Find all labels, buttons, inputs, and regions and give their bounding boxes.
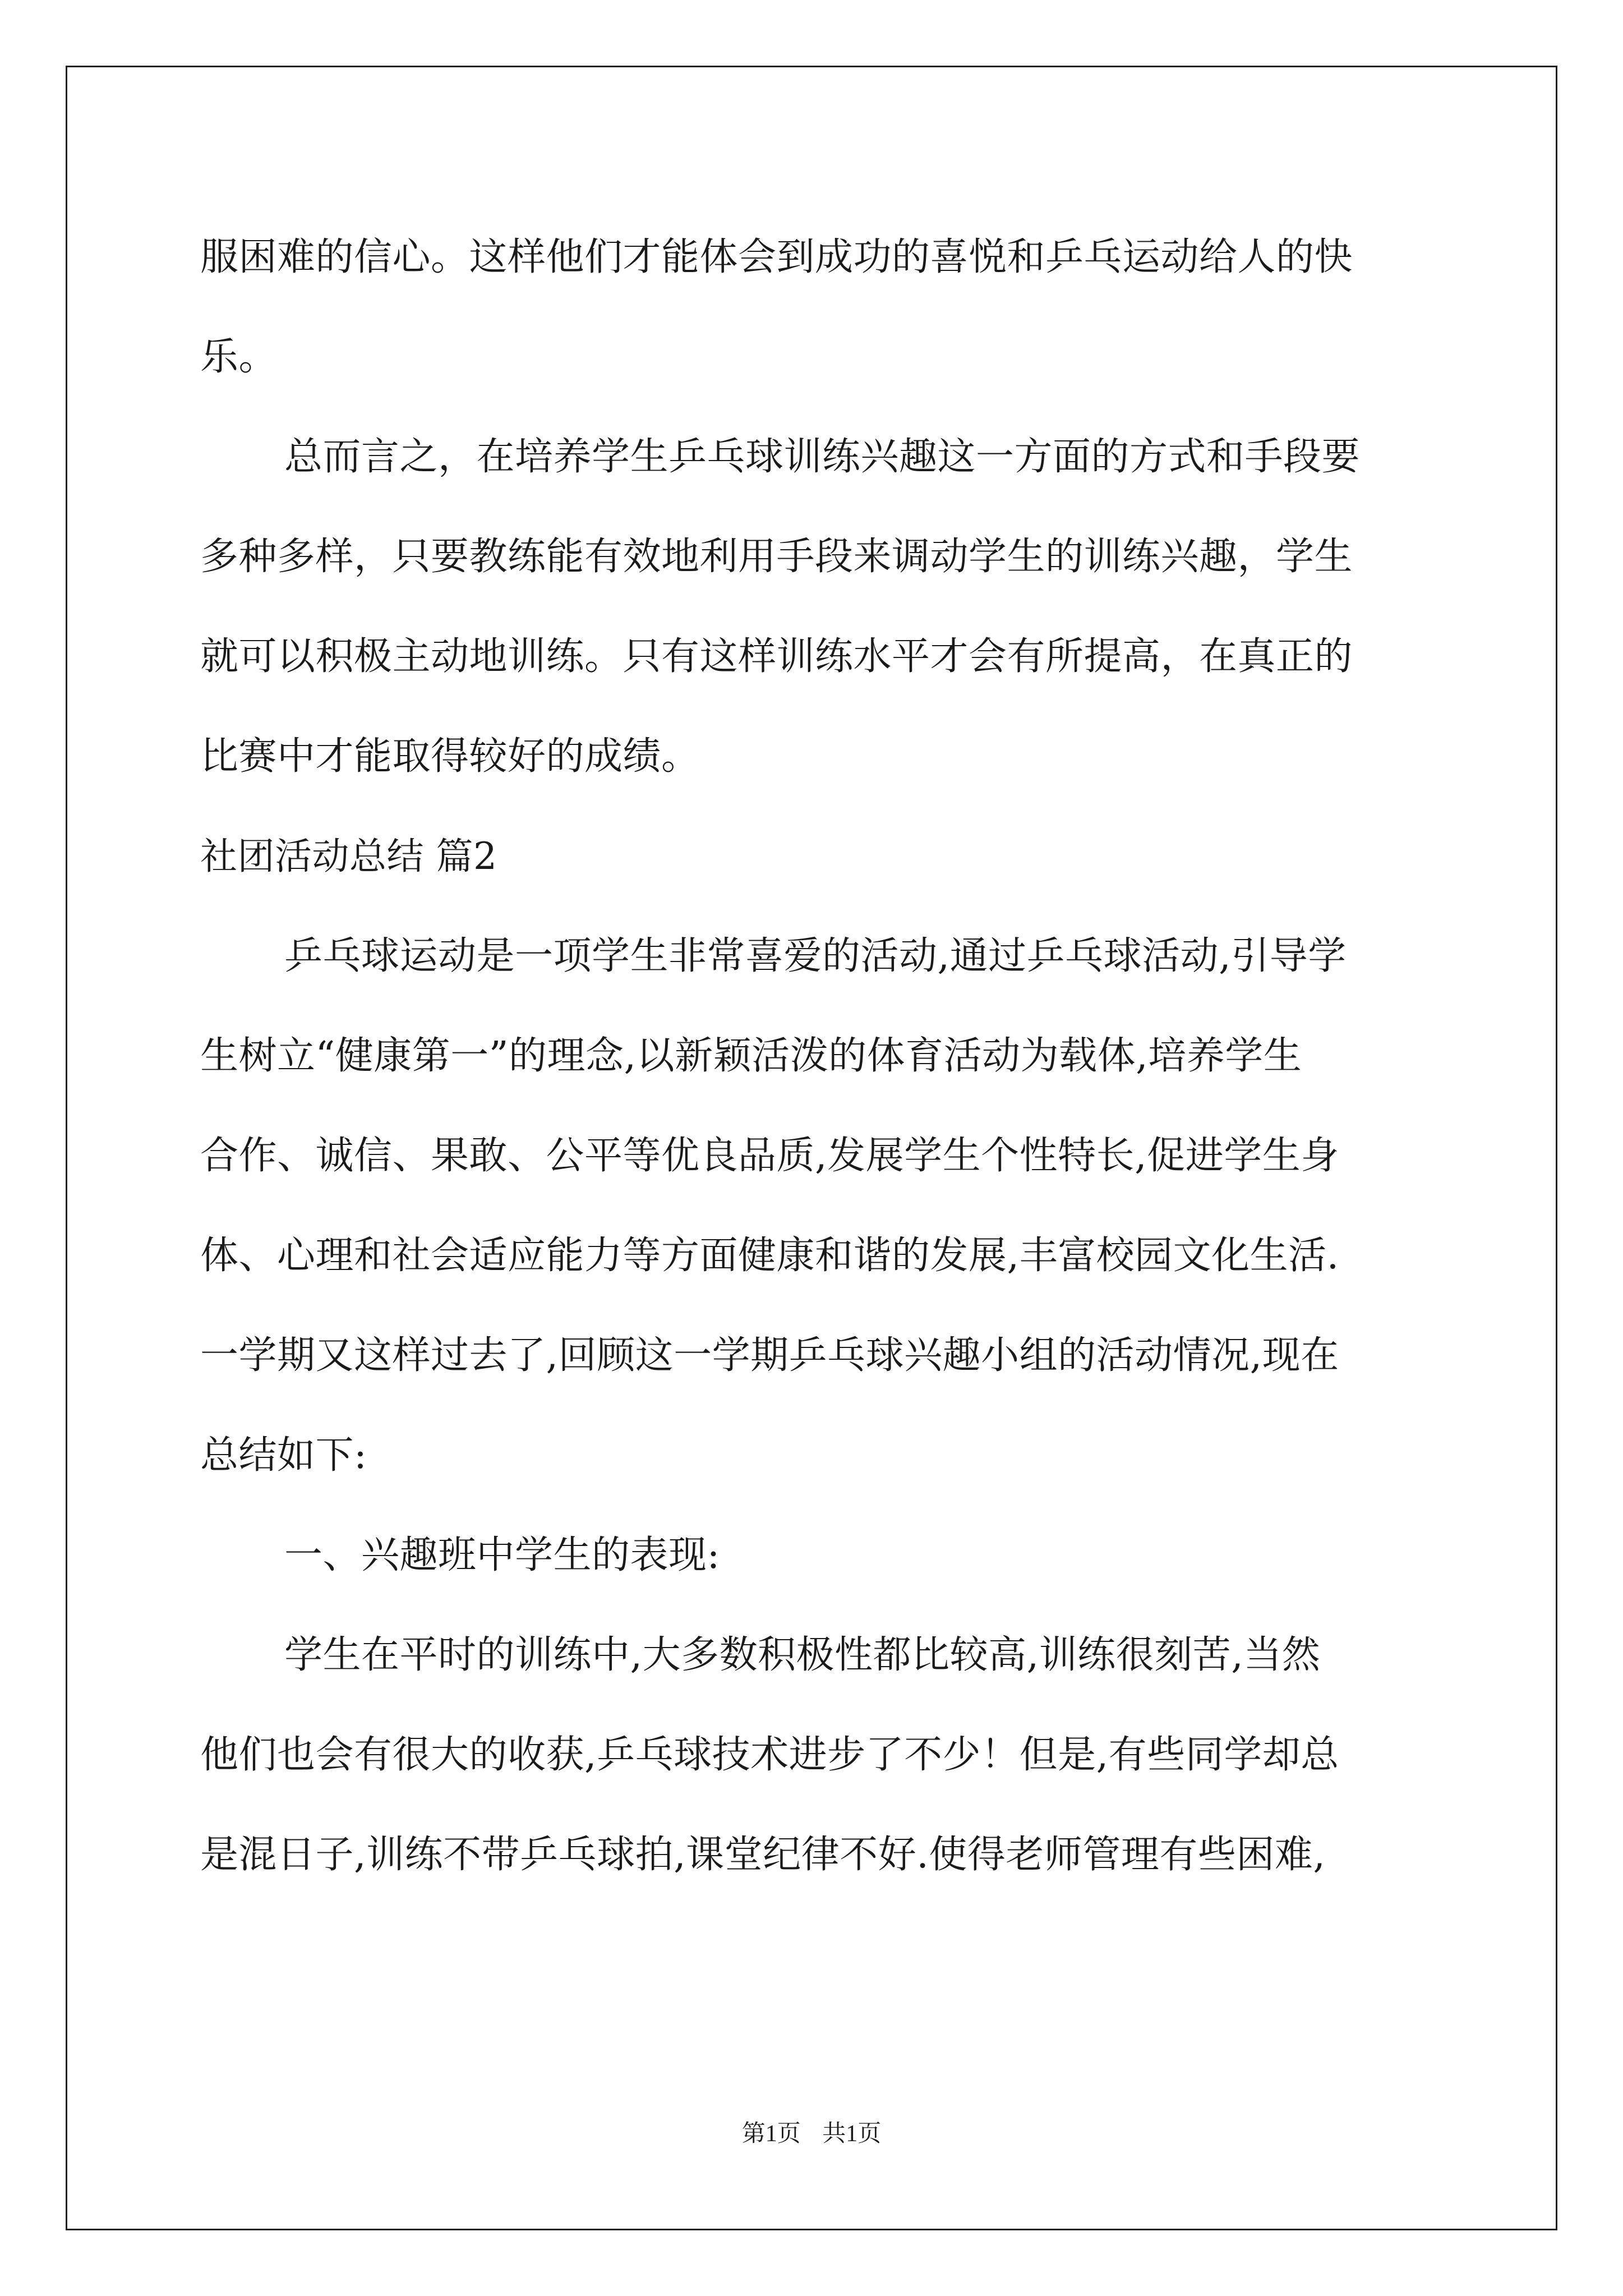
text-line: 比赛中才能取得较好的成绩。 [200, 734, 700, 779]
text-line: 总而言之，在培养学生乒乓球训练兴趣这一方面的方式和手段要 [284, 435, 1361, 479]
text-line: 生树立“健康第一”的理念,以新颖活泼的体育活动为载体,培养学生 [200, 1034, 1302, 1078]
text-line: 总结如下: [200, 1433, 367, 1478]
text-line: 是混日子,训练不带乒乓球拍,课堂纪律不好.使得老师管理有些困难, [200, 1833, 1326, 1877]
text-line: 他们也会有很大的收获,乒乓球技术进步了不少！但是,有些同学却总 [200, 1733, 1339, 1777]
text-line: 就可以积极主动地训练。只有这样训练水平才会有所提高，在真正的 [200, 634, 1353, 679]
page-footer [0, 2115, 1623, 2148]
text-line: 合作、诚信、果敢、公平等优良品质,发展学生个性特长,促进学生身 [200, 1134, 1339, 1178]
text-line: 服困难的信心。这样他们才能体会到成功的喜悦和乒乓运动给人的快 [200, 235, 1353, 279]
text-line: 体、心理和社会适应能力等方面健康和谐的发展,丰富校园文化生活. [200, 1234, 1339, 1278]
text-line: 乐。 [200, 335, 278, 379]
text-line: 多种多样，只要教练能有效地利用手段来调动学生的训练兴趣，学生 [200, 535, 1353, 579]
document-body [200, 208, 1428, 1905]
text-line: 一学期又这样过去了,回顾这一学期乒乓球兴趣小组的活动情况,现在 [200, 1333, 1339, 1378]
text-line: 一、兴趣班中学生的表现: [284, 1533, 720, 1577]
section-heading: 社团活动总结 篇2 [200, 835, 497, 878]
page-total: 共1页 [822, 2121, 882, 2147]
text-line: 学生在平时的训练中,大多数积极性都比较高,训练很刻苦,当然 [284, 1633, 1321, 1677]
page-number: 第1页 [741, 2121, 801, 2147]
text-line: 乒乓球运动是一项学生非常喜爱的活动,通过乒乓球活动,引导学 [284, 934, 1347, 978]
